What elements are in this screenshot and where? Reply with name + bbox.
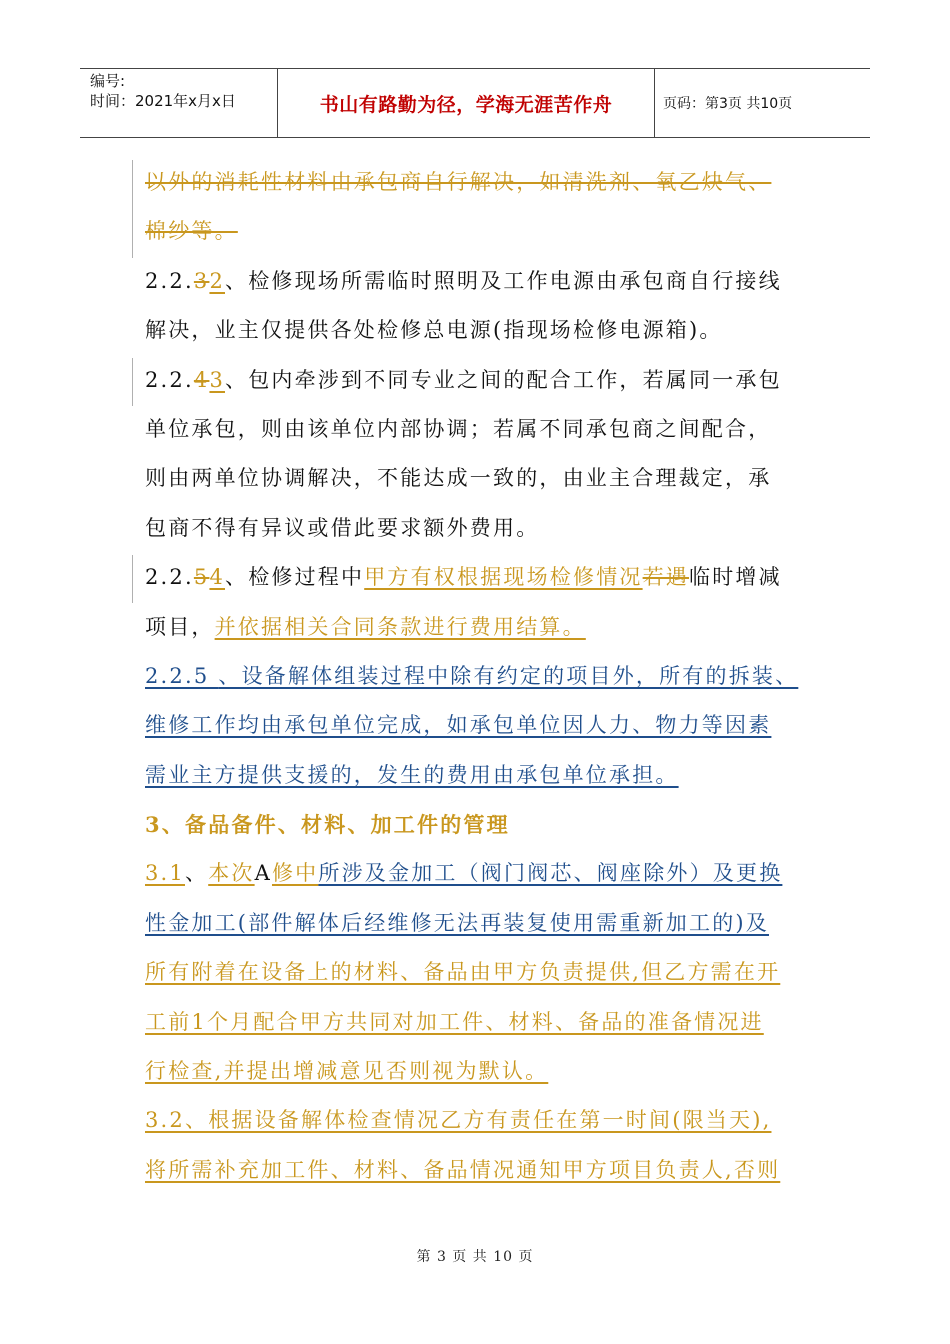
paragraph-line: 所有附着在设备上的材料、备品由甲方负责提供,但乙方需在开 xyxy=(145,960,781,985)
paragraph-line xyxy=(145,603,845,652)
inserted-text: 修中 xyxy=(271,861,319,886)
inserted-text: 所涉及金加工（阀门阀芯、阀座除外）及更换 xyxy=(318,861,783,886)
section-heading: 3、备品备件、材料、加工件的管理 xyxy=(145,812,510,838)
paragraph-text: 临时增减 xyxy=(689,565,782,590)
deleted-text: 若遇 xyxy=(642,565,690,590)
inserted-text: 3.2 xyxy=(145,1108,185,1133)
paragraph-text: 、检修现场所需临时照明及工作电源由承包商自行接线 xyxy=(225,268,782,293)
header-motto: 书山有路勤为径，学海无涯苦作舟 xyxy=(278,69,655,137)
inserted-text: 2.2.5 xyxy=(145,663,219,688)
paragraph-line: 维修工作均由承包单位完成，如承包单位因人力、物力等因素 xyxy=(145,713,772,738)
revision-change-bar xyxy=(132,555,133,603)
document-number-label: 编号: xyxy=(90,72,126,90)
header-page-number: 页码：第3页 共10页 xyxy=(663,96,793,112)
paragraph-line: 工前1个月配合甲方共同对加工件、材料、备品的准备情况进 xyxy=(145,1009,764,1034)
paragraph-text: 、 xyxy=(185,861,209,886)
inserted-text: 3 xyxy=(209,367,225,392)
paragraph-line xyxy=(145,257,845,306)
inserted-text: 3.1 xyxy=(145,861,185,886)
inserted-text: 甲方有权根据现场检修情况 xyxy=(364,565,643,590)
paragraph-text: A xyxy=(254,861,272,886)
paragraph-line: 则由两单位协调解决，不能达成一致的，由业主合理裁定，承 xyxy=(145,466,772,491)
clause-number: 2.2. xyxy=(145,565,194,590)
inserted-text: 并依据相关合同条款进行费用结算。 xyxy=(214,614,586,639)
paragraph-line: 性金加工(部件解体后经维修无法再装复使用需重新加工的)及 xyxy=(145,910,769,935)
page-header xyxy=(80,68,870,138)
clause-number: 2.2. xyxy=(145,268,194,293)
paragraph-line xyxy=(145,652,845,701)
deleted-text: 3 xyxy=(193,268,210,293)
inserted-text: 本次 xyxy=(208,861,255,886)
document-time-label: 时间：2021年x月x日 xyxy=(90,92,236,110)
header-left-cell xyxy=(80,69,278,137)
inserted-text: 2 xyxy=(209,268,225,293)
paragraph-text: 、检修过程中 xyxy=(225,565,365,590)
paragraph-line: 需业主方提供支援的，发生的费用由承包单位承担。 xyxy=(145,762,679,787)
revision-change-bar xyxy=(132,358,133,406)
document-body xyxy=(145,158,845,1195)
inserted-text: 、设备解体组装过程中除有约定的项目外，所有的拆装、 xyxy=(218,663,799,688)
clause-number: 2.2. xyxy=(145,367,194,392)
inserted-text: 4 xyxy=(209,565,225,590)
paragraph-text: 项目， xyxy=(145,614,215,639)
paragraph-line xyxy=(145,849,845,898)
paragraph-line xyxy=(145,356,845,405)
page-footer: 第 3 页 共 10 页 xyxy=(416,1249,534,1265)
paragraph-text: 、包内牵涉到不同专业之间的配合工作，若属同一承包 xyxy=(225,367,782,392)
revision-change-bar xyxy=(132,160,133,258)
paragraph-line: 解决，业主仅提供各处检修总电源(指现场检修电源箱)。 xyxy=(145,318,723,343)
paragraph-line: 单位承包，则由该单位内部协调；若属不同承包商之间配合， xyxy=(145,416,772,441)
paragraph-line: 棉纱等。 xyxy=(145,219,238,244)
deleted-text: 4 xyxy=(193,367,210,392)
paragraph-line: 以外的消耗性材料由承包商自行解决，如清洗剂、氧乙炔气、 xyxy=(145,170,772,194)
inserted-text: 、根据设备解体检查情况乙方有责任在第一时间(限当天), xyxy=(185,1108,772,1133)
paragraph-line: 行检查,并提出增减意见否则视为默认。 xyxy=(145,1059,549,1084)
paragraph-line xyxy=(145,553,845,602)
deleted-text: 5 xyxy=(193,565,210,590)
paragraph-line: 将所需补充加工件、材料、备品情况通知甲方项目负责人,否则 xyxy=(145,1157,781,1182)
paragraph-line xyxy=(145,1096,845,1145)
paragraph-line: 包商不得有异议或借此要求额外费用。 xyxy=(145,515,540,540)
